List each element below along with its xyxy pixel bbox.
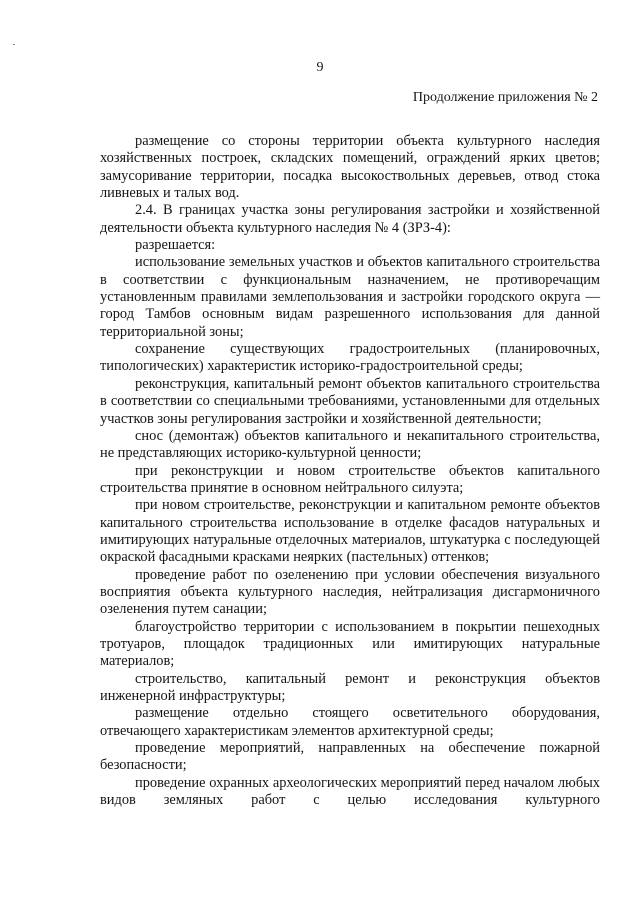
list-item: при новом строительстве, реконструкции и капитальном ремонте объектов капитального строительства использование в отделке фасадов натуральных и имитирующих натуральные отделочных материалов, штукатурка с последующей окраской фасадными красками неярких (пастельных) оттенков; xyxy=(100,497,600,566)
list-item: благоустройство территории с использованием в покрытии пешеходных тротуаров, площадок традиционных или имитирующих натуральные материалов; xyxy=(100,618,600,670)
list-item: строительство, капитальный ремонт и реконструкция объектов инженерной инфраструктуры; xyxy=(100,670,600,704)
appendix-continuation-note: Продолжение приложения № 2 xyxy=(412,90,598,105)
list-item: проведение мероприятий, направленных на обеспечение пожарной безопасности; xyxy=(100,740,600,774)
list-item: проведение работ по озеленению при условии обеспечения визуального восприятия объекта культурного наследия, нейтрализация дисгармоничного озеленения путем санации; xyxy=(100,566,600,618)
list-item: проведение охранных археологических мероприятий перед началом любых видов земляных работ с целью исследования культурного xyxy=(100,774,600,809)
list-item: размещение отдельно стоящего осветительного оборудования, отвечающего характеристикам элементов архитектурной среды; xyxy=(100,705,600,739)
list-item: снос (демонтаж) объектов капитального и некапитального строительства, не представляющих историко-культурной ценности; xyxy=(100,427,600,462)
list-item: при реконструкции и новом строительстве объектов капитального строительства принятие в основном нейтрального силуэта; xyxy=(100,462,600,496)
list-item: сохранение существующих градостроительных (планировочных, типологических) характеристик историко-градостроительной среды; xyxy=(100,341,600,375)
section-heading-2-4: 2.4. В границах участка зоны регулирования застройки и хозяйственной деятельности объекта культурного наследия № 4 (ЗРЗ-4): xyxy=(100,202,600,236)
paragraph: разрешается: xyxy=(135,237,216,254)
list-item: использование земельных участков и объектов капитального строительства в соответствии с функциональным назначением, не противоречащим установленным правилами землепользования и застройки городского округа — город Тамбов основным видам разрешенного использования для данной территориальной зоны; xyxy=(100,254,600,340)
scan-mark xyxy=(13,44,15,45)
page-number: 9 xyxy=(316,60,324,75)
paragraph: размещение со стороны территории объекта культурного наследия хозяйственных построек, складских помещений, ограждений ярких цветов; замусоривание территории, посадка высокоствольных деревьев, отвод стока ливневых и талых вод. xyxy=(100,133,600,202)
list-item: реконструкция, капитальный ремонт объектов капитального строительства в соответствии со специальными требованиями, установленными для отдельных участков зоны регулирования застройки и хозяйственной деятельности; xyxy=(100,375,600,427)
body-text xyxy=(100,133,600,809)
